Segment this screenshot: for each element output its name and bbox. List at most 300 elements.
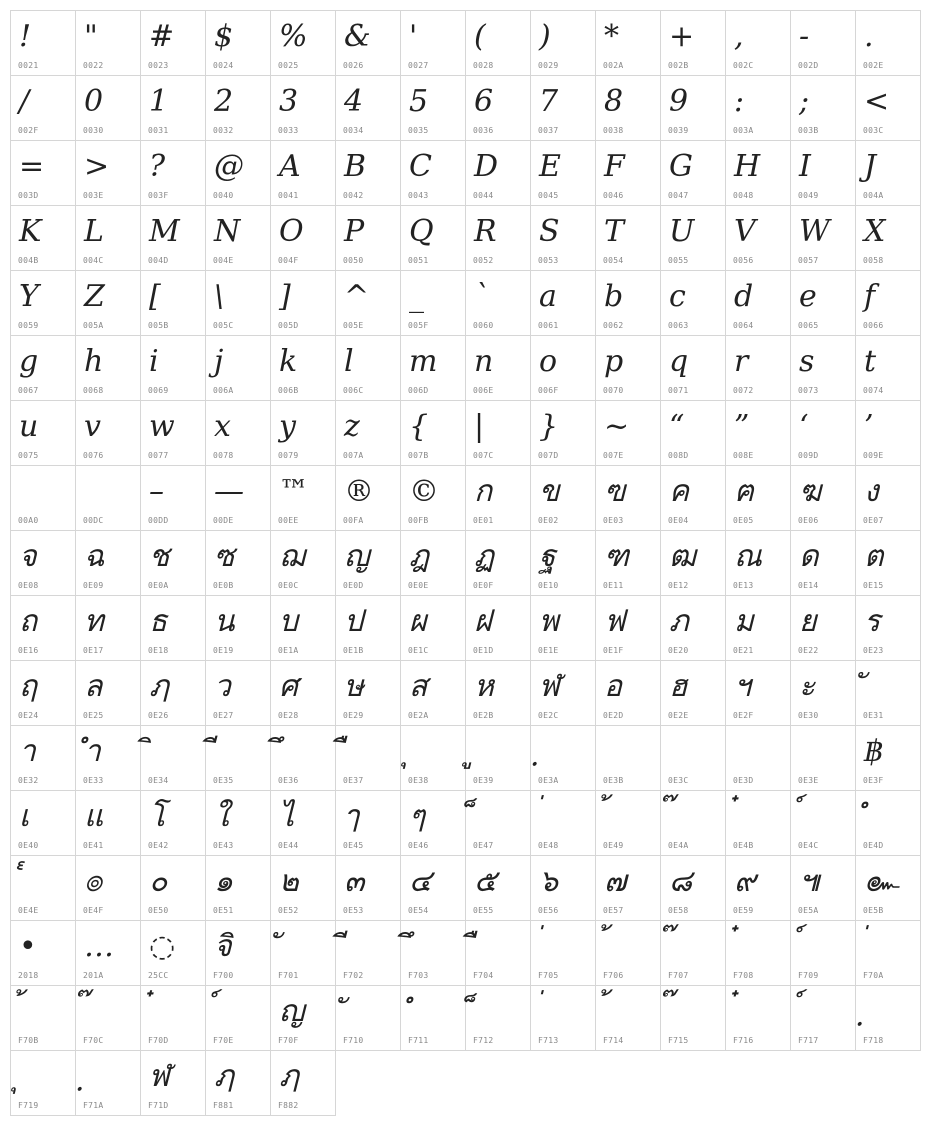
glyph-cell	[10, 725, 76, 791]
glyph-char: .	[864, 19, 874, 54]
glyph-char: ~	[604, 409, 630, 444]
glyph-codepoint: 0E39	[473, 776, 494, 785]
glyph-cell	[660, 595, 726, 661]
glyph-cell	[140, 1050, 206, 1116]
glyph-codepoint: F718	[863, 1036, 884, 1045]
glyph-char: น	[214, 604, 235, 639]
glyph-cell	[205, 10, 271, 76]
glyph-codepoint: 0023	[148, 61, 169, 70]
glyph-codepoint: 0059	[18, 321, 39, 330]
glyph-char: ^	[344, 279, 370, 314]
glyph-cell	[205, 855, 271, 921]
glyph-codepoint: 0E49	[603, 841, 624, 850]
glyph-char: ม	[734, 604, 754, 639]
glyph-char: ฏ	[474, 539, 495, 574]
glyph-codepoint: 0E38	[408, 776, 429, 785]
glyph-codepoint: 0E13	[733, 581, 754, 590]
glyph-cell	[790, 465, 856, 531]
glyph-char: >	[84, 149, 110, 184]
glyph-cell	[270, 595, 336, 661]
glyph-char: |	[474, 409, 485, 444]
glyph-cell	[335, 530, 401, 596]
glyph-cell	[75, 75, 141, 141]
glyph-cell	[400, 140, 466, 206]
glyph-cell	[75, 790, 141, 856]
glyph-cell	[10, 10, 76, 76]
glyph-codepoint: 0E46	[408, 841, 429, 850]
glyph-cell	[140, 335, 206, 401]
glyph-codepoint: F708	[733, 971, 754, 980]
glyph-cell	[140, 855, 206, 921]
glyph-codepoint: 0E41	[83, 841, 104, 850]
glyph-cell	[335, 855, 401, 921]
glyph-cell	[335, 660, 401, 726]
glyph-codepoint: 0050	[343, 256, 364, 265]
glyph-codepoint: 0E57	[603, 906, 624, 915]
glyph-char: e	[799, 279, 817, 314]
glyph-cell	[660, 855, 726, 921]
glyph-codepoint: 0E04	[668, 516, 689, 525]
glyph-char: ฦ	[214, 1059, 234, 1094]
glyph-char: $	[214, 19, 234, 54]
glyph-codepoint: 0E19	[213, 646, 234, 655]
glyph-char: a	[539, 279, 557, 314]
glyph-cell	[400, 10, 466, 76]
glyph-codepoint: 0E09	[83, 581, 104, 590]
glyph-char: 9	[669, 84, 689, 119]
glyph-codepoint: 0E12	[668, 581, 689, 590]
glyph-cell	[10, 985, 76, 1051]
glyph-cell	[270, 530, 336, 596]
glyph-cell	[335, 725, 401, 791]
glyph-cell	[335, 335, 401, 401]
glyph-cell	[465, 400, 531, 466]
glyph-codepoint: 0074	[863, 386, 884, 395]
glyph-cell	[595, 595, 661, 661]
glyph-char: :	[734, 84, 745, 119]
glyph-cell	[530, 725, 596, 791]
glyph-char: 6	[474, 84, 494, 119]
glyph-codepoint: 0046	[603, 191, 624, 200]
glyph-char: 7	[539, 84, 559, 119]
glyph-codepoint: F70B	[18, 1036, 39, 1045]
glyph-cell	[530, 10, 596, 76]
glyph-codepoint: 0025	[278, 61, 299, 70]
glyph-cell	[270, 400, 336, 466]
glyph-cell	[790, 140, 856, 206]
glyph-char: y	[279, 409, 296, 444]
glyph-codepoint: 004B	[18, 256, 39, 265]
glyph-codepoint: 0040	[213, 191, 234, 200]
glyph-codepoint: 0E03	[603, 516, 624, 525]
glyph-codepoint: 0E4F	[83, 906, 104, 915]
glyph-cell	[75, 140, 141, 206]
glyph-cell	[205, 920, 271, 986]
glyph-codepoint: F712	[473, 1036, 494, 1045]
glyph-cell	[660, 75, 726, 141]
glyph-char: ◌	[149, 929, 176, 964]
glyph-char: ฬ	[539, 669, 560, 704]
glyph-cell	[465, 855, 531, 921]
glyph-cell	[530, 140, 596, 206]
glyph-codepoint: 0E1F	[603, 646, 624, 655]
glyph-char: ใ	[214, 799, 229, 834]
glyph-char: &	[344, 19, 371, 54]
glyph-codepoint: 008D	[668, 451, 689, 460]
glyph-cell	[75, 920, 141, 986]
glyph-cell	[595, 530, 661, 596]
glyph-char: ญ	[344, 539, 370, 574]
glyph-char: q	[669, 344, 689, 379]
glyph-cell	[400, 530, 466, 596]
glyph-cell	[400, 335, 466, 401]
glyph-cell	[270, 660, 336, 726]
glyph-cell	[270, 10, 336, 76]
glyph-cell	[595, 790, 661, 856]
glyph-codepoint: 0038	[603, 126, 624, 135]
glyph-codepoint: 0E26	[148, 711, 169, 720]
glyph-cell	[400, 400, 466, 466]
glyph-char: o	[539, 344, 558, 379]
glyph-char: ไ	[279, 799, 295, 834]
glyph-codepoint: 0079	[278, 451, 299, 460]
glyph-char: ซ	[214, 539, 235, 574]
glyph-codepoint: 002F	[18, 126, 39, 135]
glyph-char: ท	[84, 604, 104, 639]
glyph-codepoint: 002C	[733, 61, 754, 70]
glyph-codepoint: 0E28	[278, 711, 299, 720]
glyph-codepoint: 00DD	[148, 516, 169, 525]
glyph-char: า	[19, 734, 36, 769]
glyph-char: L	[84, 214, 104, 249]
glyph-cell	[140, 530, 206, 596]
glyph-char: ะ	[799, 669, 816, 704]
glyph-cell	[855, 140, 921, 206]
glyph-codepoint: 0E33	[83, 776, 104, 785]
glyph-cell	[790, 530, 856, 596]
glyph-codepoint: 0073	[798, 386, 819, 395]
glyph-cell	[335, 985, 401, 1051]
glyph-char: l	[344, 344, 354, 379]
glyph-codepoint: F709	[798, 971, 819, 980]
glyph-char: ห	[474, 669, 494, 704]
glyph-char: "	[84, 19, 98, 54]
glyph-codepoint: 0E54	[408, 906, 429, 915]
glyph-codepoint: 0E2A	[408, 711, 429, 720]
glyph-codepoint: 0E0C	[278, 581, 299, 590]
glyph-codepoint: F713	[538, 1036, 559, 1045]
glyph-codepoint: 0E06	[798, 516, 819, 525]
glyph-codepoint: 0E4A	[668, 841, 689, 850]
glyph-cell	[725, 790, 791, 856]
glyph-codepoint: 0041	[278, 191, 299, 200]
glyph-codepoint: 0070	[603, 386, 624, 395]
glyph-codepoint: F702	[343, 971, 364, 980]
glyph-cell	[725, 595, 791, 661]
glyph-codepoint: 0E1E	[538, 646, 559, 655]
glyph-char: ๖	[539, 864, 559, 899]
glyph-cell	[205, 205, 271, 271]
glyph-codepoint: 0E50	[148, 906, 169, 915]
glyph-codepoint: 0029	[538, 61, 559, 70]
glyph-cell	[465, 270, 531, 336]
glyph-cell	[205, 75, 271, 141]
glyph-codepoint: 0E21	[733, 646, 754, 655]
glyph-char: H	[734, 149, 761, 184]
glyph-codepoint: 0E16	[18, 646, 39, 655]
glyph-codepoint: 0052	[473, 256, 494, 265]
glyph-char: ๚	[799, 864, 820, 899]
glyph-char: ษ	[344, 669, 364, 704]
glyph-codepoint: 007D	[538, 451, 559, 460]
glyph-codepoint: 0E05	[733, 516, 754, 525]
glyph-char: v	[84, 409, 101, 444]
glyph-codepoint: 004F	[278, 256, 299, 265]
glyph-codepoint: 005E	[343, 321, 364, 330]
glyph-codepoint: 006B	[278, 386, 299, 395]
glyph-char: ๗	[604, 864, 627, 899]
glyph-cell	[595, 270, 661, 336]
glyph-cell	[725, 75, 791, 141]
glyph-cell	[790, 270, 856, 336]
glyph-codepoint: 0E2E	[668, 711, 689, 720]
glyph-char: ๘	[669, 864, 693, 899]
glyph-codepoint: 0E43	[213, 841, 234, 850]
glyph-cell	[790, 725, 856, 791]
glyph-cell	[270, 140, 336, 206]
glyph-codepoint: 0062	[603, 321, 624, 330]
glyph-char: ด	[799, 539, 819, 574]
glyph-codepoint: 0E0B	[213, 581, 234, 590]
glyph-char: G	[669, 149, 693, 184]
glyph-char: T	[604, 214, 625, 249]
glyph-char: C	[409, 149, 432, 184]
glyph-char: ฿	[864, 734, 884, 769]
glyph-cell	[465, 790, 531, 856]
glyph-char: ฦ	[279, 1059, 299, 1094]
glyph-cell	[855, 270, 921, 336]
glyph-cell	[790, 660, 856, 726]
glyph-char: ฎ	[409, 539, 430, 574]
glyph-char: n	[474, 344, 494, 379]
glyph-char: จ	[19, 539, 37, 574]
glyph-char: ก	[474, 474, 493, 509]
glyph-char: ว	[214, 669, 231, 704]
glyph-cell	[465, 465, 531, 531]
glyph-codepoint: F711	[408, 1036, 429, 1045]
glyph-cell	[855, 920, 921, 986]
glyph-cell	[855, 595, 921, 661]
glyph-char: m	[409, 344, 438, 379]
glyph-cell	[790, 10, 856, 76]
glyph-codepoint: 0077	[148, 451, 169, 460]
glyph-char: 4	[344, 84, 364, 119]
glyph-char: ?	[149, 149, 166, 184]
glyph-codepoint: 003F	[148, 191, 169, 200]
glyph-codepoint: 0E52	[278, 906, 299, 915]
glyph-char: *	[604, 19, 619, 54]
glyph-cell	[400, 270, 466, 336]
glyph-cell	[400, 205, 466, 271]
glyph-cell	[140, 985, 206, 1051]
glyph-cell	[10, 790, 76, 856]
glyph-char: (	[474, 19, 486, 54]
glyph-codepoint: 0E5A	[798, 906, 819, 915]
glyph-char: r	[734, 344, 749, 379]
glyph-codepoint: 0E45	[343, 841, 364, 850]
glyph-cell	[725, 270, 791, 336]
glyph-cell	[530, 205, 596, 271]
glyph-codepoint: 0030	[83, 126, 104, 135]
glyph-char: ©	[409, 474, 439, 509]
glyph-cell	[855, 855, 921, 921]
glyph-codepoint: 0E2F	[733, 711, 754, 720]
glyph-cell	[10, 465, 76, 531]
glyph-char: ำ	[84, 734, 101, 769]
glyph-char: โ	[149, 799, 166, 834]
glyph-codepoint: 0E0E	[408, 581, 429, 590]
glyph-codepoint: 002B	[668, 61, 689, 70]
glyph-codepoint: 006C	[343, 386, 364, 395]
glyph-cell	[400, 920, 466, 986]
glyph-codepoint: 0E4D	[863, 841, 884, 850]
glyph-codepoint: F71D	[148, 1101, 169, 1110]
glyph-char: •	[19, 929, 37, 964]
glyph-cell	[660, 400, 726, 466]
glyph-cell	[660, 465, 726, 531]
glyph-codepoint: 0E4B	[733, 841, 754, 850]
glyph-codepoint: F70A	[863, 971, 884, 980]
glyph-char: ”	[734, 409, 750, 444]
glyph-cell	[790, 75, 856, 141]
glyph-cell	[205, 530, 271, 596]
glyph-cell	[10, 660, 76, 726]
glyph-char: —	[214, 474, 244, 509]
glyph-codepoint: 009D	[798, 451, 819, 460]
glyph-codepoint: 0063	[668, 321, 689, 330]
glyph-cell	[75, 725, 141, 791]
glyph-cell	[140, 205, 206, 271]
glyph-cell	[140, 595, 206, 661]
glyph-cell	[140, 140, 206, 206]
glyph-codepoint: 004C	[83, 256, 104, 265]
glyph-codepoint: 25CC	[148, 971, 169, 980]
glyph-char: Q	[409, 214, 434, 249]
glyph-char: ค	[669, 474, 690, 509]
glyph-codepoint: 0E18	[148, 646, 169, 655]
glyph-cell	[530, 270, 596, 336]
glyph-char: ]	[279, 279, 291, 314]
glyph-codepoint: 0E11	[603, 581, 624, 590]
glyph-char: w	[149, 409, 175, 444]
glyph-codepoint: 0049	[798, 191, 819, 200]
glyph-codepoint: 0E1C	[408, 646, 429, 655]
glyph-cell	[10, 595, 76, 661]
glyph-codepoint: 008E	[733, 451, 754, 460]
glyph-codepoint: F704	[473, 971, 494, 980]
glyph-grid	[10, 10, 921, 1115]
glyph-cell	[855, 75, 921, 141]
glyph-codepoint: 0058	[863, 256, 884, 265]
glyph-cell	[270, 75, 336, 141]
glyph-char: <	[864, 84, 890, 119]
glyph-char: ณ	[734, 539, 762, 574]
glyph-codepoint: 0056	[733, 256, 754, 265]
glyph-cell	[205, 725, 271, 791]
glyph-char: ช	[149, 539, 170, 574]
glyph-codepoint: F882	[278, 1101, 299, 1110]
glyph-char: ฤ	[19, 669, 38, 704]
glyph-codepoint: 0047	[668, 191, 689, 200]
glyph-codepoint: 0E3B	[603, 776, 624, 785]
glyph-cell	[855, 790, 921, 856]
glyph-codepoint: F881	[213, 1101, 234, 1110]
glyph-codepoint: 00DC	[83, 516, 104, 525]
glyph-cell	[595, 985, 661, 1051]
glyph-codepoint: 005A	[83, 321, 104, 330]
glyph-cell	[465, 725, 531, 791]
glyph-char: x	[214, 409, 231, 444]
glyph-cell	[465, 660, 531, 726]
glyph-codepoint: 0054	[603, 256, 624, 265]
glyph-cell	[465, 595, 531, 661]
glyph-char: /	[19, 84, 30, 119]
glyph-cell	[335, 465, 401, 531]
glyph-char: `	[474, 279, 489, 314]
glyph-cell	[595, 920, 661, 986]
glyph-cell	[140, 725, 206, 791]
glyph-codepoint: 0067	[18, 386, 39, 395]
glyph-cell	[790, 790, 856, 856]
glyph-cell	[595, 140, 661, 206]
glyph-cell	[465, 75, 531, 141]
glyph-codepoint: 007C	[473, 451, 494, 460]
glyph-char: u	[19, 409, 39, 444]
glyph-cell	[140, 270, 206, 336]
glyph-char: A	[279, 149, 301, 184]
glyph-codepoint: 0072	[733, 386, 754, 395]
glyph-codepoint: 002A	[603, 61, 624, 70]
glyph-cell	[10, 335, 76, 401]
glyph-char: ฆ	[799, 474, 822, 509]
glyph-char: ’	[864, 409, 874, 444]
glyph-codepoint: 0032	[213, 126, 234, 135]
glyph-codepoint: 006F	[538, 386, 559, 395]
glyph-char: #	[149, 19, 175, 54]
glyph-char: …	[84, 929, 114, 964]
glyph-char: เ	[19, 799, 30, 834]
glyph-codepoint: F707	[668, 971, 689, 980]
glyph-codepoint: 0E2B	[473, 711, 494, 720]
glyph-codepoint: 0E0F	[473, 581, 494, 590]
glyph-cell	[595, 855, 661, 921]
glyph-char: 5	[409, 84, 429, 119]
glyph-codepoint: 0022	[83, 61, 104, 70]
glyph-char: c	[669, 279, 686, 314]
glyph-cell	[400, 465, 466, 531]
glyph-char: ร	[864, 604, 881, 639]
glyph-char: p	[604, 344, 624, 379]
glyph-cell	[205, 335, 271, 401]
glyph-codepoint: 002E	[863, 61, 884, 70]
glyph-cell	[335, 270, 401, 336]
glyph-codepoint: 0E3E	[798, 776, 819, 785]
glyph-codepoint: 0E44	[278, 841, 299, 850]
glyph-char: k	[279, 344, 298, 379]
glyph-char: X	[864, 214, 886, 249]
glyph-cell	[335, 790, 401, 856]
glyph-codepoint: 003C	[863, 126, 884, 135]
